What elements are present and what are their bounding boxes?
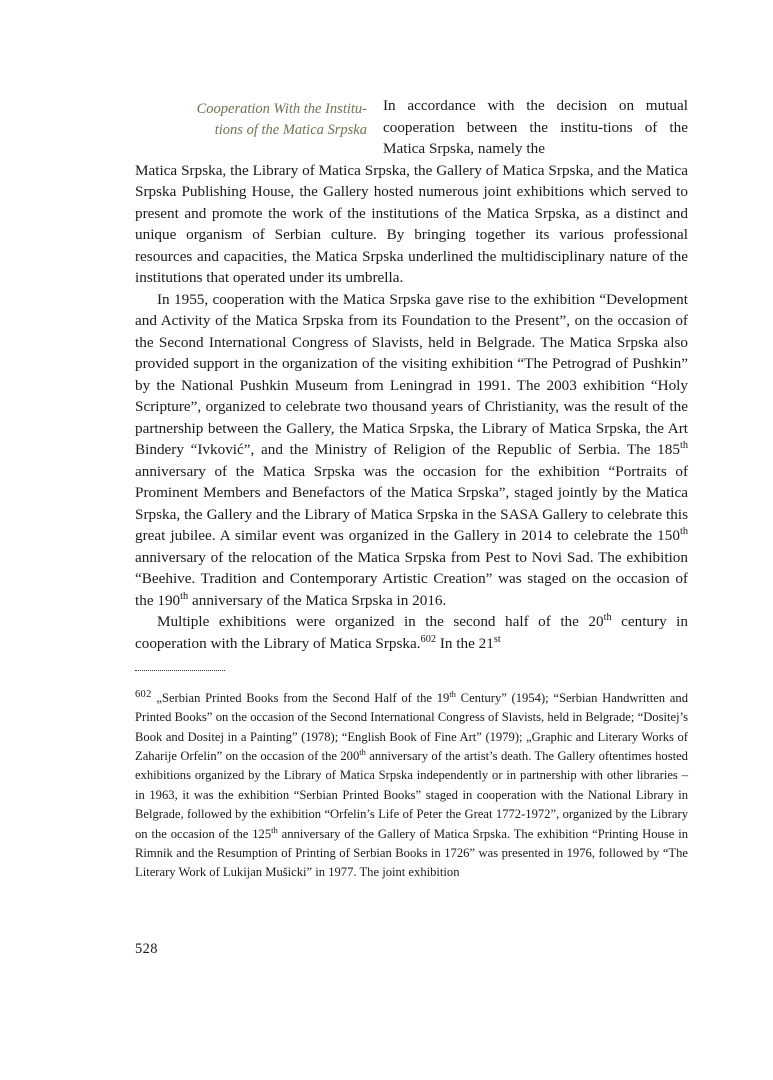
paragraph-1-continuation: Matica Srpska, the Library of Matica Srpska, the Gallery of Matica Srpska, and the Matica Srpska Publishing House, the Gallery hosted numerous joint exhibitions which served to present and promote the work of the institutions of the Matica Srpska, as a distinct and unique organism of Serbian culture. By bringing together its various professional resources and capacities, the Matica Srpska underlined the multidisciplinary nature of the institutions that operated under its umbrella. bbox=[135, 161, 688, 286]
footnote-number: 602 bbox=[135, 688, 152, 700]
ordinal-suffix-20: th bbox=[603, 611, 612, 623]
footnote-part-a: „Serbian Printed Books from the Second Half of the 19 bbox=[151, 690, 450, 705]
margin-heading bbox=[135, 99, 367, 141]
ordinal-suffix-185: th bbox=[679, 439, 688, 451]
paragraph-2 bbox=[135, 289, 688, 612]
footnote-ordinal-200: th bbox=[359, 746, 366, 757]
paragraph-2-part-a: In 1955, cooperation with the Matica Srpska gave rise to the exhibition “Development and Activity of the Matica Srpska from its Foundation to the Present”, on the occasion of the Second International Congress of Slavists, held in Belgrade. The Matica Srpska also provided support in the organization of the visiting exhibition “The Petrograd of Pushkin” by the National Pushkin Museum from Leningrad in 1991. The 2003 exhibition “Holy Scripture”, organized to celebrate two thousand years of Christianity, was the result of the partnership between the Gallery, the Matica Srpska, the Library of Matica Srpska, the Art Bindery “Ivković”, and the Ministry of Religion of the Republic of Serbia. The 185 bbox=[135, 290, 688, 458]
footnote-part-c: anniversary of the artist’s death. The Gallery oftentimes hosted exhibitions organized by the Library of Matica Srpska independently or in partnership with other libraries – in 1963, it was the exhibition “Serbian Printed Books” staged in cooperation with the National Library in Belgrade, followed by the exhibition “Orfelin’s Life of Peter the Great 1772-1972”, organized by the Library on the occasion of the 125 bbox=[135, 749, 688, 841]
paragraph-2-part-b: anniversary of the Matica Srpska was the occasion for the exhibition “Portraits of Prominent Members and Benefactors of the Matica Srpska”, staged jointly by the Matica Srpska, the Gallery and the Library of Matica Srpska in the SASA Gallery to celebrate this great jubilee. A similar event was organized in the Gallery in 2014 to celebrate the 150 bbox=[135, 462, 688, 544]
paragraph-3-part-a: Multiple exhibitions were organized in the second half of the 20 bbox=[157, 613, 604, 630]
footnote-part-d: anniversary of the Gallery of Matica Srpska. The exhibition “Printing House in Rimnik and the Resumption of Printing of Serbian Books in 1726” was presented in 1976, followed by “The Literary Work of Lukijan Mušicki” in 1977. The joint exhibition bbox=[135, 826, 688, 880]
paragraph-2-part-c: anniversary of the relocation of the Matica Srpska from Pest to Novi Sad. The exhibition “Beehive. Tradition and Contemporary Artistic Creation” was staged on the occasion of the 190 bbox=[135, 548, 688, 609]
ordinal-suffix-21: st bbox=[493, 633, 501, 645]
sidenote-block bbox=[135, 95, 688, 160]
ordinal-suffix-150: th bbox=[679, 525, 688, 537]
paragraph-3-part-b: century in cooperation with the Library of Matica Srpska. bbox=[135, 613, 688, 652]
paragraph-3-part-c: In the 21 bbox=[436, 634, 494, 652]
footnote-separator bbox=[135, 670, 225, 672]
footnote-reference-602[interactable]: 602 bbox=[420, 633, 437, 645]
ordinal-suffix-190: th bbox=[180, 590, 189, 602]
margin-heading-line-2: tions of the Matica Srpska bbox=[214, 122, 367, 138]
page-number: 528 bbox=[135, 941, 158, 957]
footnote-part-b: Century” (1954); “Serbian Handwritten and Printed Books” on the occasion of the Second International Congress of Slavists, held in Belgrade; “Dositej’s Book and Dositej in a Painting” (1978); “English Book of Fine Art” (1979); „Graphic and Literary Works of Zaharije Orfelin” on the occasion of the 200 bbox=[135, 690, 688, 763]
paragraph-2-part-d: anniversary of the Matica Srpska in 2016. bbox=[188, 591, 447, 609]
footnote-602 bbox=[135, 685, 688, 883]
paragraph-3 bbox=[135, 611, 688, 654]
footnote-ordinal-125: th bbox=[271, 824, 278, 835]
margin-heading-line-1: Cooperation With the Institu- bbox=[196, 101, 367, 117]
footnote-ordinal-19: th bbox=[449, 688, 456, 699]
paragraph-1-opening: In accordance with the decision on mutual cooperation between the institu-tions of the Matica Srpska, namely the bbox=[383, 97, 688, 157]
